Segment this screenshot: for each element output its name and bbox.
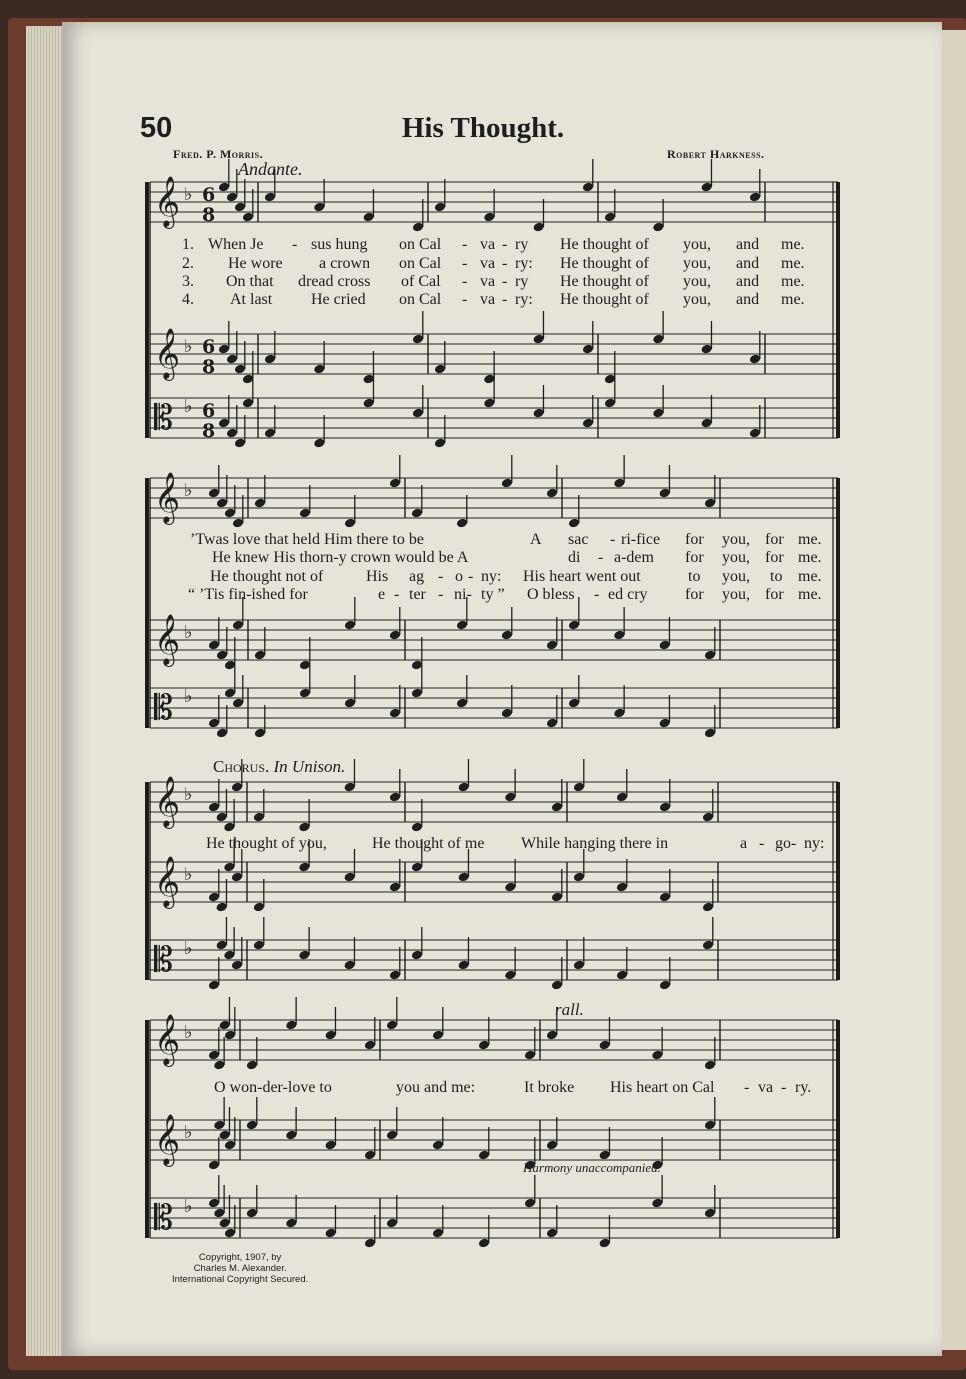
lyric-word: - (438, 568, 444, 585)
lyric-word: you, (683, 291, 711, 308)
lyric-word: ry. (795, 1079, 812, 1096)
lyric-word: va (480, 255, 496, 272)
rallentando-marking: rall. (555, 1000, 584, 1019)
lyric-word: ag (409, 568, 425, 585)
treble-clef: 𝄞 (154, 614, 181, 665)
lyric-word: va (480, 273, 496, 290)
treble-clef: 𝄞 (154, 472, 181, 523)
lyric-word: - (598, 549, 604, 566)
lyric-word: and (736, 273, 760, 290)
lyric-word: - (468, 568, 474, 585)
lyric-word: on Cal (399, 255, 442, 272)
flat-key-signature: ♭ (184, 1122, 193, 1143)
lyric-word: - (462, 255, 468, 272)
lyric-word: - (502, 236, 508, 253)
lyric-word: ry: (515, 255, 533, 272)
lyric-word: “ ’Tis fin-ished for (188, 586, 308, 603)
flat-key-signature: ♭ (184, 864, 193, 885)
lyric-word: me. (781, 273, 805, 290)
lyric-word: O bless (527, 586, 575, 603)
verse-number: 3. (182, 273, 194, 290)
lyric-word: His heart went out (523, 568, 641, 585)
lyric-word: ni- (454, 586, 472, 603)
lyric-word: He thought of (560, 291, 649, 308)
lyric-word: for (765, 586, 784, 603)
treble-clef: 𝄞 (154, 776, 181, 827)
lyric-word: for (765, 549, 784, 566)
tenor-clef: 𝄡 (154, 1198, 173, 1238)
lyric-word: ry (515, 236, 529, 253)
lyric-word: me. (798, 531, 822, 548)
lyric-word: you, (722, 549, 750, 566)
lyric-word: you, (683, 255, 711, 272)
lyric-word: - (394, 586, 400, 603)
lyric-word: - (502, 255, 508, 272)
lyric-word: va (480, 236, 496, 253)
copyright-holder: Charles M. Alexander. (193, 1263, 287, 1274)
lyric-word: O won-der-love to (214, 1079, 332, 1096)
lyric-word: me. (781, 291, 805, 308)
lyric-word: He thought of you, (206, 835, 327, 852)
lyric-word: ny: (804, 835, 825, 852)
lyric-word: - (781, 1079, 787, 1096)
tempo-marking: Andante. (238, 159, 303, 179)
copyright-notice (172, 1252, 308, 1285)
lyric-word: va (758, 1079, 774, 1096)
lyric-word: for (685, 586, 704, 603)
lyric-word: ty ” (481, 586, 505, 603)
copyright-line: Copyright, 1907, by (198, 1252, 282, 1263)
lyric-word: me. (798, 586, 822, 603)
lyric-word: me. (798, 549, 822, 566)
lyric-word: It broke (524, 1079, 575, 1096)
system-bracket (145, 478, 149, 728)
lyric-word: On that (226, 273, 274, 290)
lyric-word: ry (515, 273, 529, 290)
time-signature-top: 6 (202, 400, 216, 422)
harmony-note: Harmony unaccompanied. (523, 1160, 661, 1175)
lyric-word: you, (722, 586, 750, 603)
lyric-word: He thought of (560, 236, 649, 253)
lyric-word: me. (781, 236, 805, 253)
lyric-word: He thought not of (210, 568, 324, 585)
lyric-word: you, (722, 568, 750, 585)
double-barline-thick (836, 782, 840, 980)
lyric-word: you, (683, 273, 711, 290)
lyric-word: - (462, 291, 468, 308)
lyric-word: He knew His thorn-y crown would be A (212, 549, 469, 566)
lyric-word: A (530, 531, 542, 548)
lyric-word: to (688, 568, 701, 585)
lyric-word: He thought of (560, 255, 649, 272)
flat-key-signature: ♭ (184, 336, 193, 357)
flat-key-signature: ♭ (184, 686, 193, 707)
lyric-word: - (502, 291, 508, 308)
lyric-word: ry: (515, 291, 533, 308)
composer-credit: Robert Harkness. (667, 147, 765, 161)
lyric-word: for (685, 549, 704, 566)
lyric-word: - (292, 236, 298, 253)
lyric-word: on Cal (399, 236, 442, 253)
system-bracket (145, 182, 149, 438)
chorus-label (213, 757, 345, 777)
lyric-word: - (462, 236, 468, 253)
lyric-word: At last (230, 291, 273, 308)
lyric-word: you, (722, 531, 750, 548)
lyric-word: of Cal (401, 273, 441, 290)
verse-number: 4. (182, 291, 194, 308)
treble-clef: 𝄞 (154, 856, 181, 907)
double-barline-thick (836, 478, 840, 728)
lyric-word: ri-fice (621, 531, 661, 548)
lyric-word: sus hung (311, 236, 368, 253)
treble-clef: 𝄞 (154, 176, 181, 227)
lyric-word: - (759, 835, 765, 852)
song-title: His Thought. (401, 112, 565, 144)
flat-key-signature: ♭ (184, 1196, 193, 1217)
flat-key-signature: ♭ (184, 622, 193, 643)
lyric-word: When Je (208, 236, 264, 253)
flat-key-signature: ♭ (184, 1022, 193, 1043)
verse-number: 2. (182, 255, 194, 272)
lyric-word: a (740, 835, 748, 852)
lyric-word: - (610, 531, 616, 548)
flat-key-signature: ♭ (184, 480, 193, 501)
lyric-word: While hanging there in (521, 835, 669, 852)
time-signature-bottom: 8 (202, 356, 216, 378)
tenor-clef: 𝄡 (154, 398, 173, 438)
flat-key-signature: ♭ (184, 784, 193, 805)
lyric-word: dread cross (298, 273, 371, 290)
treble-clef: 𝄞 (154, 1114, 181, 1165)
lyric-word: for (765, 531, 784, 548)
treble-clef: 𝄞 (154, 328, 181, 379)
time-signature-top: 6 (202, 184, 216, 206)
copyright-secured: International Copyright Secured. (172, 1274, 309, 1285)
lyric-word: and (736, 255, 760, 272)
lyric-word: - (744, 1079, 750, 1096)
double-barline-thick (836, 1020, 840, 1238)
lyric-word: - (462, 273, 468, 290)
lyric-word: on Cal (399, 291, 442, 308)
tenor-clef: 𝄡 (154, 940, 173, 980)
lyric-word: sac (568, 531, 589, 548)
verse-number: 1. (182, 236, 194, 253)
lyric-word: ’Twas love that held Him there to be (190, 531, 424, 548)
flat-key-signature: ♭ (184, 396, 193, 417)
lyric-word: you, (683, 236, 711, 253)
time-signature-bottom: 8 (202, 204, 216, 226)
lyric-word: ny: (481, 568, 502, 585)
lyric-word: di (568, 549, 581, 566)
page-number: 50 (140, 112, 173, 144)
lyric-word: His heart on Cal (610, 1079, 715, 1096)
lyric-word: you and me: (396, 1079, 476, 1096)
lyric-word: a-dem (614, 549, 654, 566)
time-signature-bottom: 8 (202, 420, 216, 442)
lyric-word: me. (798, 568, 822, 585)
double-barline-thick (836, 182, 840, 438)
lyric-word: va (480, 291, 496, 308)
system-bracket (145, 782, 149, 980)
tenor-clef: 𝄡 (154, 688, 173, 728)
lyric-word: - (438, 586, 444, 603)
flat-key-signature: ♭ (184, 938, 193, 959)
lyric-word: me. (781, 255, 805, 272)
lyric-word: - (594, 586, 600, 603)
time-signature-top: 6 (202, 336, 216, 358)
treble-clef: 𝄞 (154, 1014, 181, 1065)
lyricist-credit: Fred. P. Morris. (173, 147, 264, 161)
lyric-word: go- (775, 835, 797, 852)
flat-key-signature: ♭ (184, 184, 193, 205)
lyric-word: and (736, 291, 760, 308)
system-bracket (145, 1020, 149, 1238)
lyric-word: He thought of me (372, 835, 485, 852)
lyric-word: ed cry (608, 586, 648, 603)
lyric-word: o (455, 568, 463, 585)
lyric-word: to (770, 568, 783, 585)
lyric-word: and (736, 236, 760, 253)
lyric-word: for (685, 531, 704, 548)
lyric-word: He thought of (560, 273, 649, 290)
lyric-word: ter (409, 586, 426, 603)
lyric-word: His (366, 568, 389, 585)
lyric-word: e (378, 586, 386, 603)
lyric-word: - (502, 273, 508, 290)
chorus-heading: Chorus. (213, 757, 270, 776)
lyric-word: a crown (319, 255, 371, 272)
lyric-word: He cried (311, 291, 366, 308)
lyric-word: He wore (228, 255, 283, 272)
unison-direction: In Unison. (273, 757, 346, 776)
